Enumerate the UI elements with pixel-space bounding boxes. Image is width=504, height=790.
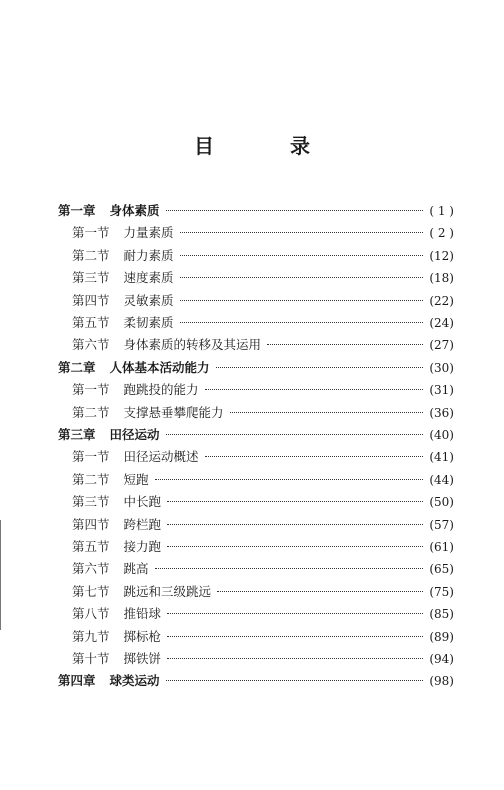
toc-section-entry: [58, 402, 454, 424]
dot-leader: [267, 344, 423, 345]
toc-entry-number: 第十节: [72, 651, 110, 666]
toc-entry-title: 跳远和三级跳远: [123, 583, 212, 599]
dot-leader: [205, 456, 424, 457]
toc-entry-title: 推铅球: [123, 606, 162, 622]
toc-section-entry: [58, 267, 454, 289]
toc-chapter-entry: [58, 670, 454, 692]
toc-entry-number: 第三章: [58, 427, 96, 442]
toc-section-entry: [58, 334, 454, 356]
toc-entry-title: 灵敏素质: [123, 292, 174, 308]
dot-leader: [216, 367, 424, 368]
toc-page-number: (40): [429, 428, 454, 442]
toc-page-number: (18): [429, 271, 454, 286]
toc-entry-title: 身体素质的转移及其运用: [123, 337, 262, 353]
toc-section-entry: [58, 603, 454, 625]
toc-entry-number: 第二节: [72, 471, 110, 487]
toc-chapter-entry: [58, 357, 454, 379]
toc-page-number: (31): [429, 383, 454, 398]
dot-leader: [180, 232, 424, 233]
toc-entry-number: 第一节: [72, 382, 110, 398]
toc-entry-title: 身体素质: [109, 203, 160, 218]
dot-leader: [180, 322, 424, 323]
dot-leader: [167, 636, 423, 637]
toc-page-number: (41): [429, 450, 454, 465]
toc-entry-title: 耐力素质: [123, 247, 174, 263]
toc-entry-title: 人体基本活动能力: [109, 359, 210, 375]
toc-entry-number: 第八节: [72, 606, 110, 622]
toc-page-number: (50): [429, 495, 454, 510]
toc-page-number: (36): [429, 405, 454, 420]
dot-leader: [180, 255, 424, 256]
toc-section-entry: [58, 222, 454, 244]
dot-leader: [155, 479, 424, 480]
toc-page-number: (61): [429, 540, 454, 554]
toc-page-number: (12): [429, 248, 454, 263]
toc-entry-number: 第六节: [72, 561, 110, 577]
toc-section-entry: [58, 290, 454, 312]
toc-entry-number: 第一节: [72, 449, 110, 465]
toc-entry-title: 柔韧素质: [123, 315, 174, 330]
toc-entry-title: 跨栏跑: [123, 516, 162, 532]
toc-section-entry: [58, 536, 454, 558]
toc-entry-number: 第五节: [72, 315, 110, 330]
toc-entry-number: 第三节: [72, 270, 110, 286]
toc-entry-number: 第三节: [72, 494, 110, 510]
toc-chapter-entry: [58, 200, 454, 222]
toc-chapter-entry: [58, 424, 454, 446]
toc-entry-title: 掷铁饼: [123, 651, 162, 666]
dot-leader: [166, 210, 424, 211]
toc-page-number: (27): [429, 338, 454, 353]
dot-leader: [167, 613, 423, 614]
toc-entry-number: 第一节: [72, 225, 110, 241]
toc-entry-number: 第一章: [58, 203, 96, 218]
dot-leader: [166, 680, 424, 681]
toc-page-number: (89): [429, 629, 454, 644]
toc-section-entry: [58, 581, 454, 603]
toc-page-number: (30): [429, 360, 454, 375]
dot-leader: [217, 591, 423, 592]
dot-leader: [155, 568, 424, 569]
toc-section-entry: [58, 626, 454, 648]
toc-section-entry: [58, 379, 454, 401]
toc-entry-number: 第七节: [72, 583, 110, 599]
toc-page-number: ( 2 ): [429, 226, 454, 241]
dot-leader: [180, 277, 424, 278]
toc-entry-number: 第四节: [72, 292, 110, 308]
toc-page-number: (65): [429, 562, 454, 577]
toc-page-number: (24): [429, 316, 454, 330]
toc-entry-number: 第四节: [72, 516, 110, 532]
toc-entry-title: 田径运动: [109, 427, 160, 442]
toc-entry-number: 第二节: [72, 404, 110, 420]
toc-section-entry: [58, 648, 454, 670]
toc-section-entry: [58, 245, 454, 267]
toc-entry-number: 第四章: [58, 673, 96, 689]
dot-leader: [230, 412, 424, 413]
toc-section-entry: [58, 491, 454, 513]
left-margin-rule: [0, 520, 1, 630]
toc-section-entry: [58, 514, 454, 536]
toc-page-number: (22): [429, 293, 454, 308]
toc-entry-number: 第九节: [72, 628, 110, 644]
toc-section-entry: [58, 446, 454, 468]
dot-leader: [166, 434, 424, 435]
toc-entry-title: 接力跑: [123, 539, 162, 554]
toc-page-number: ( 1 ): [429, 204, 454, 218]
toc-entry-number: 第六节: [72, 337, 110, 353]
toc-entry-title: 中长跑: [123, 494, 162, 510]
toc-entry-title: 跑跳投的能力: [123, 382, 199, 398]
dot-leader: [167, 501, 423, 502]
toc-page-number: (94): [429, 652, 454, 666]
toc-page-number: (75): [429, 584, 454, 599]
toc-entry-title: 速度素质: [123, 270, 174, 286]
toc-section-entry: [58, 558, 454, 580]
toc-page-number: (44): [429, 472, 454, 487]
toc-page-number: (57): [429, 517, 454, 532]
toc-section-entry: [58, 469, 454, 491]
toc-entry-title: 力量素质: [123, 225, 174, 241]
toc-entry-title: 支撑悬垂攀爬能力: [123, 404, 224, 420]
toc-page-number: (85): [429, 607, 454, 622]
toc-page-number: (98): [429, 674, 454, 689]
toc-section-entry: [58, 312, 454, 334]
toc-entry-number: 第二章: [58, 359, 96, 375]
toc-entry-number: 第二节: [72, 247, 110, 263]
toc-entry-title: 跳高: [123, 561, 149, 577]
page-title: 目 录: [194, 134, 338, 158]
toc-entry-number: 第五节: [72, 539, 110, 554]
dot-leader: [167, 524, 423, 525]
toc-entry-title: 掷标枪: [123, 628, 162, 644]
dot-leader: [180, 300, 424, 301]
dot-leader: [167, 546, 423, 547]
toc-entry-title: 田径运动概述: [123, 449, 199, 465]
toc-entry-title: 短跑: [123, 471, 149, 487]
dot-leader: [167, 658, 423, 659]
dot-leader: [205, 389, 424, 390]
toc-entry-title: 球类运动: [109, 673, 160, 689]
